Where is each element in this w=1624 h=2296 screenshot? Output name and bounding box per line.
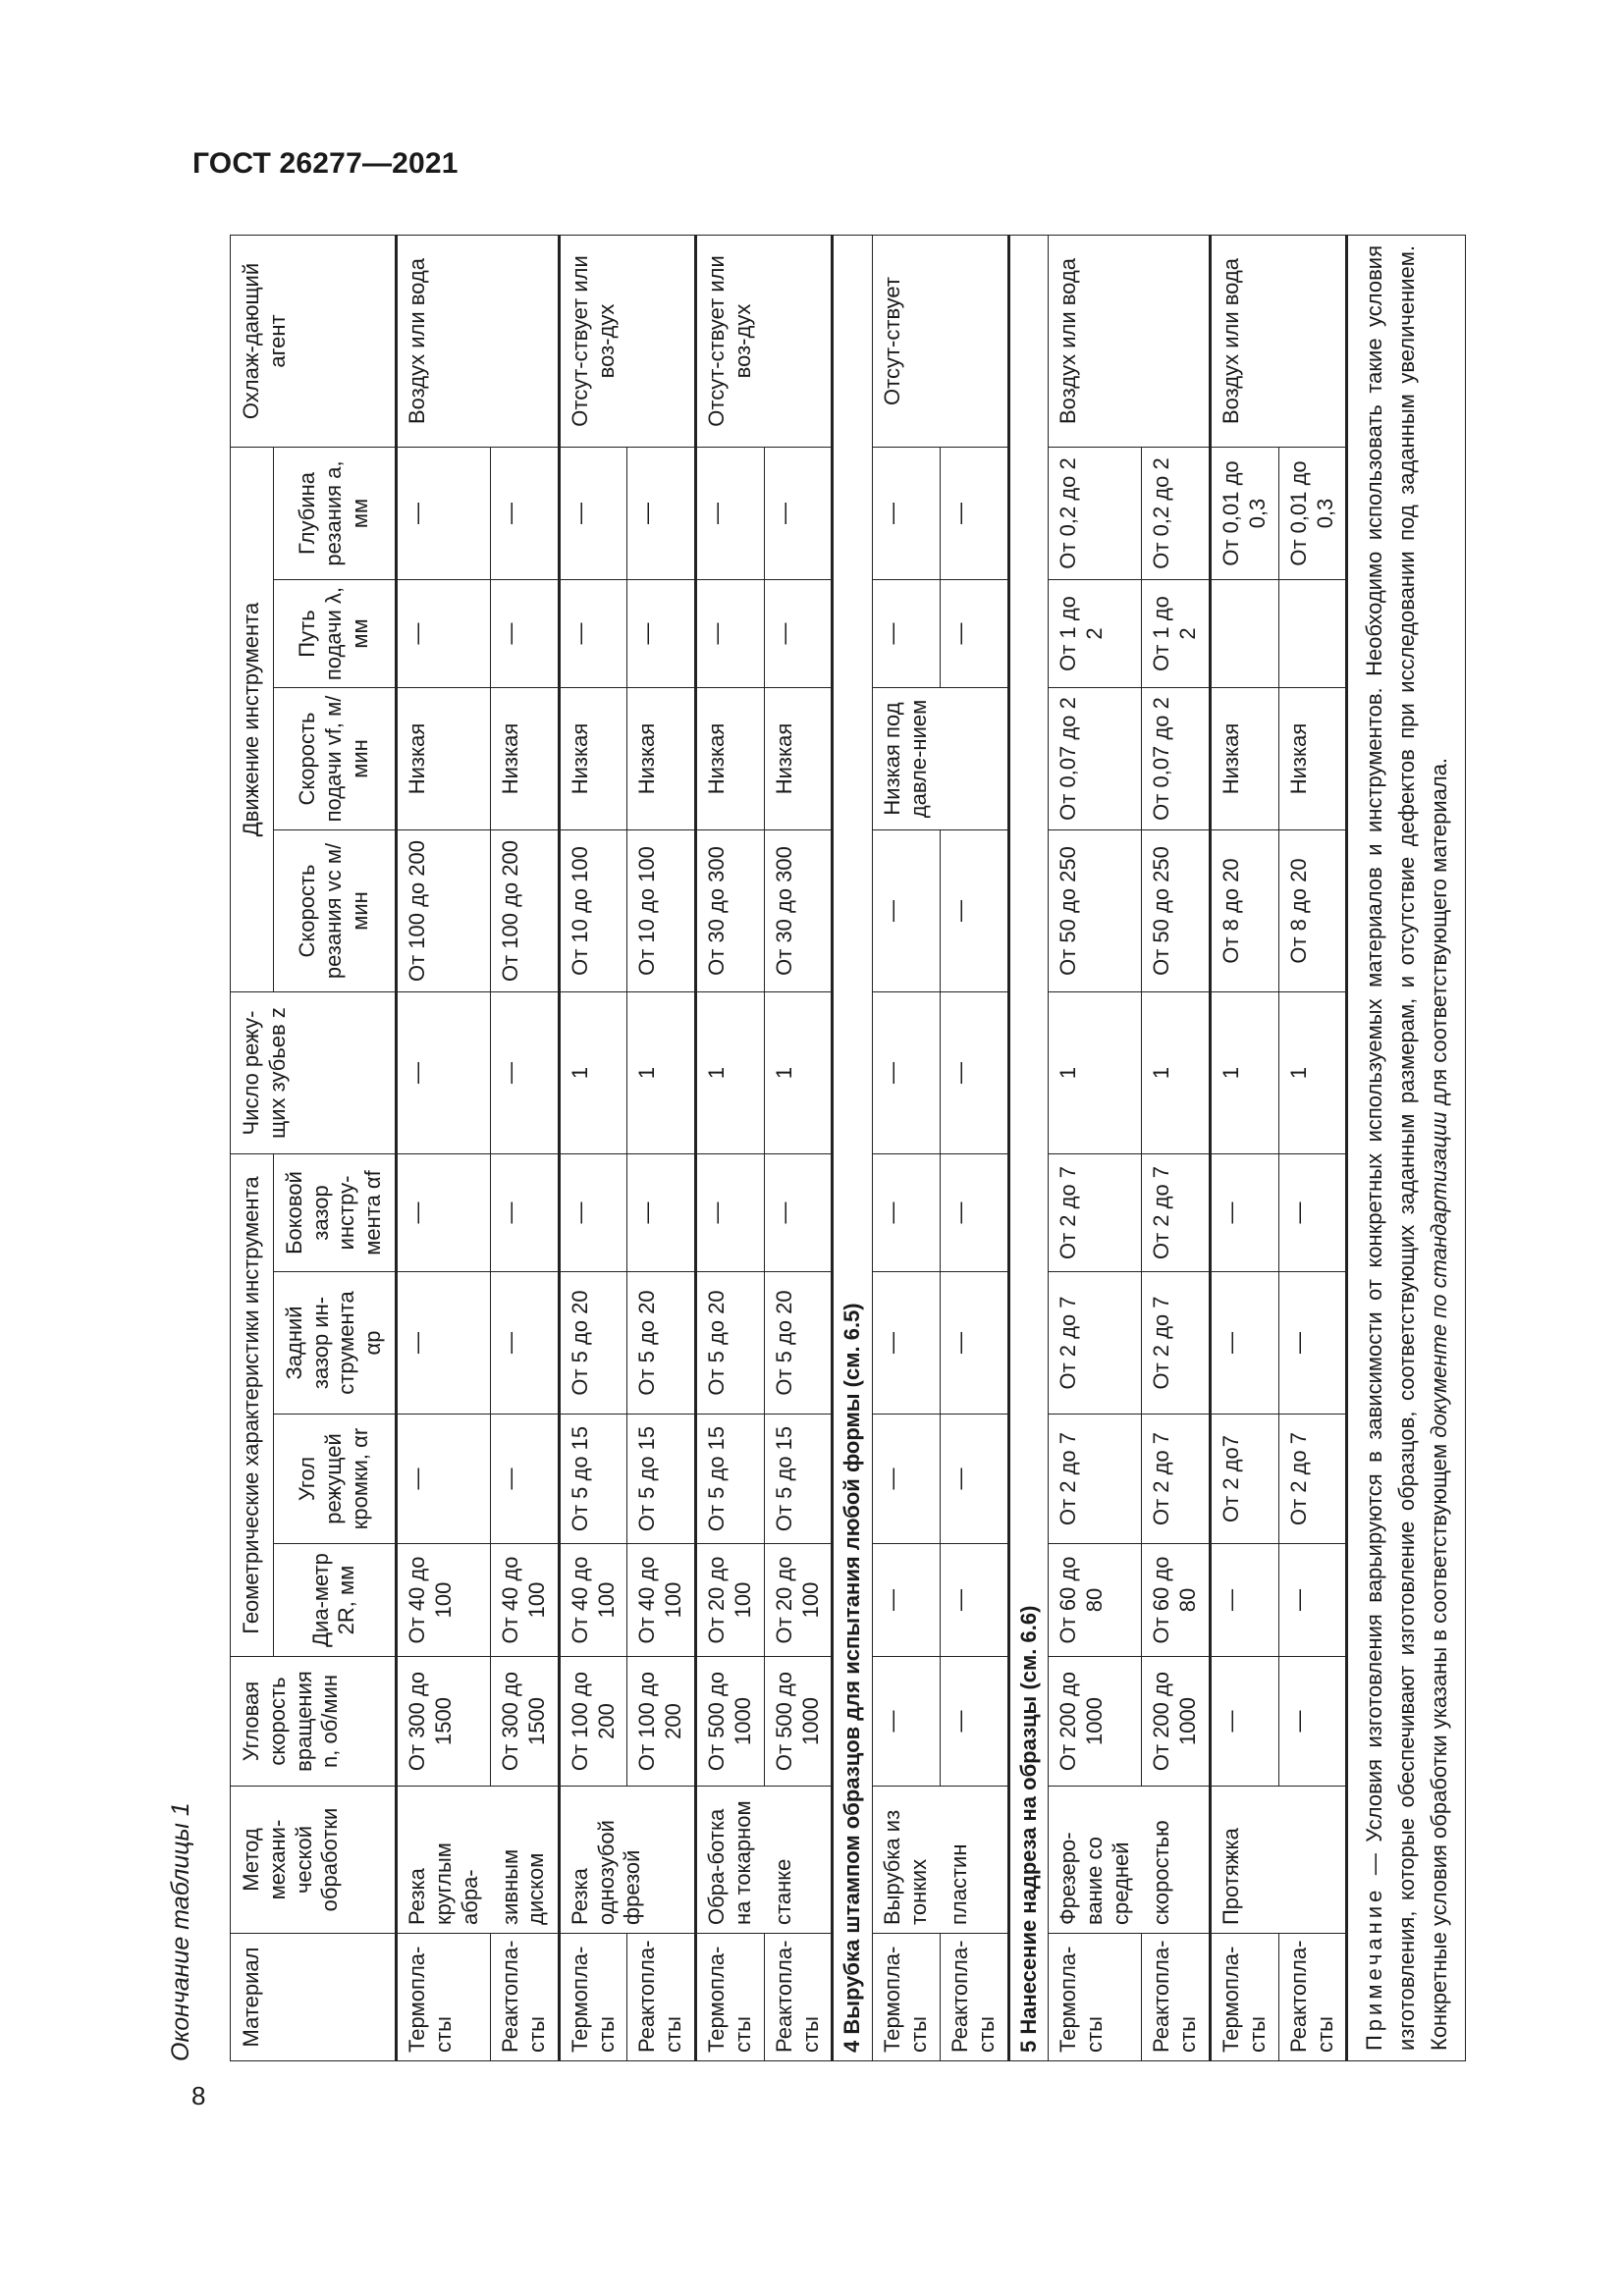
cell-method: Резка круглым абра- (397, 1787, 491, 1934)
cell-edge-angle: От 2 до 7 (1142, 1415, 1211, 1544)
cell-feed-path: — (627, 580, 696, 688)
cell-feed-speed: Низкая (491, 688, 560, 830)
cell-cut-speed: — (873, 830, 941, 992)
section-5-title: 5 Нанесение надреза на образцы (см. 6.6) (1008, 235, 1049, 2060)
note-row (1347, 235, 1466, 2060)
cell-method: станке (764, 1787, 833, 1934)
header-diameter: Диа-метр 2R, мм (273, 1544, 396, 1657)
table-row (696, 235, 765, 2060)
cell-diameter: — (873, 1544, 941, 1657)
cell-rear-gap: От 5 до 20 (627, 1272, 696, 1415)
cell-method: скоростью (1142, 1787, 1211, 1934)
cell-rear-gap: — (1211, 1272, 1279, 1415)
cell-feed-speed: От 0,07 до 2 (1049, 688, 1142, 830)
cell-edge-angle: От 2 до 7 (1278, 1415, 1347, 1544)
cell-teeth: 1 (1278, 992, 1347, 1154)
table-row (764, 235, 833, 2060)
cell-edge-angle: От 5 до 15 (627, 1415, 696, 1544)
cell-method: Фрезеро-вание со средней (1049, 1787, 1142, 1934)
cell-side-gap: От 2 до 7 (1142, 1154, 1211, 1272)
cell-cut-depth: — (627, 447, 696, 579)
cell-cut-speed: От 50 до 250 (1049, 830, 1142, 992)
header-material: Материал (231, 1934, 397, 2061)
header-rear-gap: Задний зазор ин-струмента αp (273, 1272, 396, 1415)
cell-rear-gap: От 2 до 7 (1049, 1272, 1142, 1415)
cell-material: Реактопла-сты (940, 1934, 1008, 2061)
cell-feed-path: — (559, 580, 627, 688)
cell-cut-speed: От 30 до 300 (696, 830, 765, 992)
note-label: Примечание (1362, 1886, 1387, 2051)
cell-side-gap: — (940, 1154, 1008, 1272)
table-row (873, 235, 941, 2060)
section-4-title: 4 Вырубка штампом образцов для испытания любой формы (см. 6.5) (833, 235, 873, 2060)
cell-side-gap: — (1211, 1154, 1279, 1272)
cell-diameter: — (940, 1544, 1008, 1657)
cell-cut-speed: От 8 до 20 (1278, 830, 1347, 992)
cell-coolant: Отсут-ствует или воз-дух (696, 235, 833, 447)
cell-teeth: 1 (1211, 992, 1279, 1154)
cell-side-gap: — (559, 1154, 627, 1272)
cell-method: Протяжка (1211, 1787, 1347, 1934)
cell-cut-depth: От 0,01 до 0,3 (1278, 447, 1347, 579)
cell-feed-speed: Низкая (696, 688, 765, 830)
rotated-table-area (167, 236, 1483, 2061)
cell-diameter: От 40 до 100 (627, 1544, 696, 1657)
cell-coolant: Воздух или вода (397, 235, 560, 447)
cell-rear-gap: От 2 до 7 (1142, 1272, 1211, 1415)
header-feed-speed: Скорость подачи vf, м/мин (273, 688, 396, 830)
cell-side-gap: — (764, 1154, 833, 1272)
header-angular-speed: Угловая скорость вращения n, об/мин (231, 1657, 397, 1787)
table-row (559, 235, 627, 2060)
cell-feed-speed: Низкая (764, 688, 833, 830)
table-row (491, 235, 560, 2060)
manufacturing-conditions-table (230, 235, 1466, 2061)
header-geometry-group: Геометрические характеристики инструмента (231, 1154, 274, 1657)
cell-cut-speed: От 50 до 250 (1142, 830, 1211, 992)
cell-edge-angle: — (491, 1415, 560, 1544)
cell-feed-path: — (696, 580, 765, 688)
cell-feed-speed: Низкая под давле-нием (873, 688, 1008, 830)
cell-cut-speed: От 100 до 200 (491, 830, 560, 992)
cell-edge-angle: От 2 до7 (1211, 1415, 1279, 1544)
cell-coolant: Отсут-ствует (873, 235, 1008, 447)
cell-feed-speed: Низкая (1211, 688, 1279, 830)
cell-material: Реактопла-сты (627, 1934, 696, 2061)
cell-feed-path: — (397, 580, 491, 688)
note-italic-text: документе по стандартизации (1427, 1111, 1452, 1438)
cell-feed-speed: Низкая (397, 688, 491, 830)
cell-material: Реактопла-сты (1142, 1934, 1211, 2061)
cell-cut-speed: От 100 до 200 (397, 830, 491, 992)
cell-rear-gap: — (491, 1272, 560, 1415)
header-cut-speed: Скорость резания vc м/мин (273, 830, 396, 992)
cell-material: Термопла-сты (1049, 1934, 1142, 2061)
cell-angular-speed: — (1211, 1657, 1279, 1787)
cell-angular-speed: От 300 до 1500 (491, 1657, 560, 1787)
cell-rear-gap: — (1278, 1272, 1347, 1415)
cell-feed-path: — (873, 580, 941, 688)
table-row (1049, 235, 1142, 2060)
table-row (1211, 235, 1279, 2060)
cell-side-gap: — (1278, 1154, 1347, 1272)
cell-feed-path: — (491, 580, 560, 688)
table-row (940, 235, 1008, 2060)
cell-method: Обра-ботка на токарном (696, 1787, 765, 1934)
cell-teeth: 1 (559, 992, 627, 1154)
cell-material: Реактопла-сты (764, 1934, 833, 2061)
document-title: ГОСТ 26277—2021 (192, 147, 459, 180)
cell-edge-angle: От 5 до 15 (696, 1415, 765, 1544)
note-text: — Условия изготовления варьируются в зависимости от конкретных используемых материалов и инструментов. Необходимо использовать такие условия изготовления, которые обеспечивают изготовление образцов, соответствующих заданным размерам, и отсутствие дефектов при исследовании под заданным увеличением. Конкретные условия обработки указаны в соответствующем (1362, 244, 1452, 2051)
cell-diameter: От 40 до 100 (491, 1544, 560, 1657)
cell-angular-speed: — (940, 1657, 1008, 1787)
cell-teeth: — (940, 992, 1008, 1154)
table-row (397, 235, 491, 2060)
cell-cut-speed: — (940, 830, 1008, 992)
cell-cut-depth: От 0,2 до 2 (1142, 447, 1211, 579)
cell-cut-speed: От 30 до 300 (764, 830, 833, 992)
cell-material: Реактопла-сты (491, 1934, 560, 2061)
cell-teeth: 1 (627, 992, 696, 1154)
header-edge-angle: Угол режущей кромки, αr (273, 1415, 396, 1544)
cell-cut-depth: — (940, 447, 1008, 579)
cell-edge-angle: — (940, 1415, 1008, 1544)
header-feed-path: Путь подачи λ, мм (273, 580, 396, 688)
cell-rear-gap: От 5 до 20 (559, 1272, 627, 1415)
cell-cut-speed: От 10 до 100 (559, 830, 627, 992)
cell-material: Реактопла-сты (1278, 1934, 1347, 2061)
cell-cut-depth: — (764, 447, 833, 579)
cell-feed-path (1278, 580, 1347, 688)
cell-side-gap: — (627, 1154, 696, 1272)
cell-material: Термопла-сты (873, 1934, 941, 2061)
cell-feed-path: От 1 до 2 (1049, 580, 1142, 688)
header-motion-group: Движение инструмента (231, 447, 274, 991)
cell-feed-speed: Низкая (559, 688, 627, 830)
cell-edge-angle: От 2 до 7 (1049, 1415, 1142, 1544)
cell-side-gap: — (696, 1154, 765, 1272)
cell-coolant: Отсут-ствует или воз-дух (559, 235, 695, 447)
cell-angular-speed: От 200 до 1000 (1142, 1657, 1211, 1787)
header-coolant: Охлаж-дающий агент (231, 235, 397, 447)
cell-edge-angle: От 5 до 15 (764, 1415, 833, 1544)
cell-angular-speed: От 200 до 1000 (1049, 1657, 1142, 1787)
cell-edge-angle: — (397, 1415, 491, 1544)
cell-cut-depth: От 0,01 до 0,3 (1211, 447, 1279, 579)
cell-feed-speed: От 0,07 до 2 (1142, 688, 1211, 830)
cell-teeth: — (873, 992, 941, 1154)
cell-teeth: — (491, 992, 560, 1154)
cell-teeth: — (397, 992, 491, 1154)
cell-feed-path: — (940, 580, 1008, 688)
cell-angular-speed: От 300 до 1500 (397, 1657, 491, 1787)
cell-cut-depth: От 0,2 до 2 (1049, 447, 1142, 579)
cell-coolant: Воздух или вода (1211, 235, 1347, 447)
cell-feed-path: — (764, 580, 833, 688)
cell-rear-gap: — (873, 1272, 941, 1415)
cell-angular-speed: От 500 до 1000 (696, 1657, 765, 1787)
cell-cut-depth: — (559, 447, 627, 579)
cell-diameter: От 40 до 100 (397, 1544, 491, 1657)
header-side-gap: Боковой зазор инстру-мента αf (273, 1154, 396, 1272)
cell-material: Термопла-сты (559, 1934, 627, 2061)
table-row (1142, 235, 1211, 2060)
cell-diameter: От 40 до 100 (559, 1544, 627, 1657)
table-caption: Окончание таблицы 1 (167, 1802, 194, 2061)
cell-feed-path (1211, 580, 1279, 688)
section-row (833, 235, 873, 2060)
cell-cut-depth: — (397, 447, 491, 579)
cell-diameter: От 60 до 80 (1142, 1544, 1211, 1657)
cell-side-gap: — (491, 1154, 560, 1272)
cell-method: Вырубка из тонких (873, 1787, 941, 1934)
cell-diameter: От 20 до 100 (764, 1544, 833, 1657)
cell-angular-speed: От 100 до 200 (559, 1657, 627, 1787)
cell-feed-path: От 1 до 2 (1142, 580, 1211, 688)
cell-teeth: 1 (764, 992, 833, 1154)
page-number: 8 (191, 2081, 206, 2110)
cell-method: Резка однозубой фрезой (559, 1787, 695, 1934)
cell-side-gap: — (397, 1154, 491, 1272)
cell-angular-speed: — (1278, 1657, 1347, 1787)
cell-side-gap: От 2 до 7 (1049, 1154, 1142, 1272)
cell-teeth: 1 (1049, 992, 1142, 1154)
cell-rear-gap: От 5 до 20 (696, 1272, 765, 1415)
cell-edge-angle: — (873, 1415, 941, 1544)
cell-angular-speed: От 500 до 1000 (764, 1657, 833, 1787)
cell-method: пластин (940, 1787, 1008, 1934)
cell-angular-speed: — (873, 1657, 941, 1787)
header-cut-depth: Глубина резания a, мм (273, 447, 396, 579)
cell-diameter: — (1278, 1544, 1347, 1657)
cell-diameter: От 20 до 100 (696, 1544, 765, 1657)
cell-side-gap: — (873, 1154, 941, 1272)
cell-method: зивным диском (491, 1787, 560, 1934)
cell-material: Термопла-сты (1211, 1934, 1279, 2061)
cell-coolant: Воздух или вода (1049, 235, 1211, 447)
cell-cut-depth: — (491, 447, 560, 579)
cell-diameter: — (1211, 1544, 1279, 1657)
cell-edge-angle: От 5 до 15 (559, 1415, 627, 1544)
cell-rear-gap: — (397, 1272, 491, 1415)
cell-angular-speed: От 100 до 200 (627, 1657, 696, 1787)
cell-rear-gap: — (940, 1272, 1008, 1415)
cell-cut-depth: — (696, 447, 765, 579)
header-teeth: Число режу-щих зубьев z (231, 992, 397, 1154)
cell-cut-speed: От 10 до 100 (627, 830, 696, 992)
cell-diameter: От 60 до 80 (1049, 1544, 1142, 1657)
header-method: Метод механи-ческой обработки (231, 1787, 397, 1934)
cell-teeth: 1 (696, 992, 765, 1154)
cell-feed-speed: Низкая (1278, 688, 1347, 830)
cell-teeth: 1 (1142, 992, 1211, 1154)
table-note (1347, 235, 1466, 2060)
cell-cut-depth: — (873, 447, 941, 579)
section-row (1008, 235, 1049, 2060)
cell-rear-gap: От 5 до 20 (764, 1272, 833, 1415)
note-text-end: для соответствующего материала. (1427, 757, 1452, 1112)
cell-material: Термопла-сты (397, 1934, 491, 2061)
cell-feed-speed: Низкая (627, 688, 696, 830)
cell-cut-speed: От 8 до 20 (1211, 830, 1279, 992)
cell-material: Термопла-сты (696, 1934, 765, 2061)
